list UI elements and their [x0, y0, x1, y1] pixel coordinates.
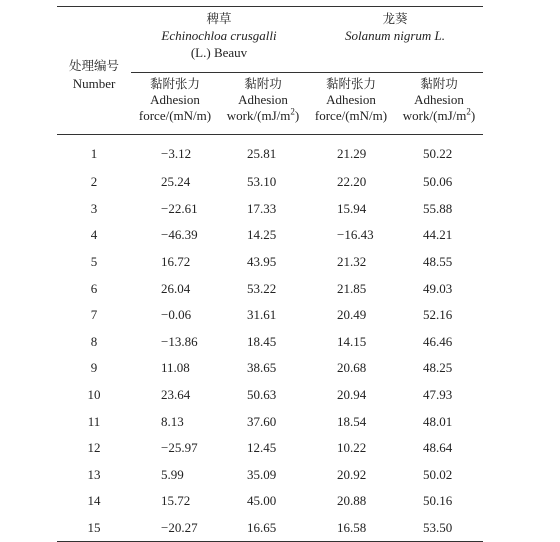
number-header-en: Number [72, 75, 116, 91]
work-header-species1 [219, 73, 307, 135]
solanum-force-cell: 18.54 [337, 413, 367, 429]
species1-author: (L.) Beauv [190, 45, 248, 60]
echinochloa-force-cell: 25.24 [161, 174, 191, 190]
echinochloa-force-cell: −20.27 [161, 520, 198, 536]
solanum-force-cell: 21.32 [337, 254, 367, 270]
echinochloa-work-cell: 38.65 [247, 360, 277, 376]
echinochloa-work-cell: 45.00 [247, 493, 277, 509]
work-header-zh: 黏附功 [244, 76, 282, 91]
force-header-zh: 黏附张力 [325, 76, 376, 91]
table-row [57, 488, 483, 515]
row-number-cell: 2 [90, 174, 98, 190]
echinochloa-force-cell: −46.39 [161, 227, 198, 243]
table-row [57, 249, 483, 276]
solanum-force-cell: 15.94 [337, 200, 367, 216]
species-header-echinochloa [131, 7, 307, 73]
echinochloa-force-cell: 8.13 [161, 413, 184, 429]
solanum-force-cell: 20.49 [337, 307, 367, 323]
table-row [57, 462, 483, 489]
force-header-zh: 黏附张力 [149, 76, 200, 91]
echinochloa-force-cell: 23.64 [161, 387, 191, 403]
solanum-force-cell: −16.43 [337, 227, 374, 243]
echinochloa-force-cell: 5.99 [161, 466, 184, 482]
solanum-work-cell: 53.50 [423, 520, 453, 536]
echinochloa-work-cell: 16.65 [247, 520, 277, 536]
solanum-work-cell: 48.64 [423, 440, 453, 456]
solanum-work-cell: 48.55 [423, 254, 453, 270]
echinochloa-force-cell: 15.72 [161, 493, 191, 509]
table-row [57, 135, 483, 170]
table-row [57, 222, 483, 249]
work-header-en1: Adhesion [238, 92, 288, 107]
echinochloa-force-cell: −13.86 [161, 333, 198, 349]
force-header-en1: Adhesion [326, 92, 376, 107]
table-row [57, 382, 483, 409]
echinochloa-work-cell: 37.60 [247, 413, 277, 429]
solanum-work-cell: 52.16 [423, 307, 453, 323]
echinochloa-work-cell: 14.25 [247, 227, 277, 243]
echinochloa-work-cell: 31.61 [247, 307, 277, 323]
table-row [57, 408, 483, 435]
table-row [57, 329, 483, 356]
row-number-cell: 13 [87, 466, 101, 482]
solanum-work-cell: 49.03 [423, 280, 453, 296]
row-number-cell: 3 [90, 200, 98, 216]
solanum-work-cell: 50.06 [423, 174, 453, 190]
solanum-force-cell: 21.29 [337, 146, 367, 161]
row-number-cell: 5 [90, 254, 98, 270]
work-header-en1: Adhesion [414, 92, 464, 107]
solanum-work-cell: 48.01 [423, 413, 453, 429]
solanum-work-cell: 44.21 [423, 227, 453, 243]
row-number-cell: 10 [87, 387, 101, 403]
echinochloa-force-cell: 26.04 [161, 280, 191, 296]
solanum-work-cell: 50.02 [423, 466, 453, 482]
solanum-work-cell: 48.25 [423, 360, 453, 376]
echinochloa-work-cell: 12.45 [247, 440, 277, 456]
table-row [57, 355, 483, 382]
solanum-work-cell: 46.46 [423, 333, 453, 349]
solanum-work-cell: 55.88 [423, 200, 453, 216]
echinochloa-force-cell: −25.97 [161, 440, 198, 456]
row-number-cell: 4 [90, 227, 98, 243]
echinochloa-work-cell: 35.09 [247, 466, 277, 482]
force-header-en2: force/(mN/m) [314, 108, 388, 123]
row-number-cell: 7 [90, 307, 98, 323]
table-row [57, 515, 483, 542]
adhesion-table [57, 6, 483, 542]
echinochloa-work-cell: 17.33 [247, 200, 277, 216]
row-number-cell: 12 [87, 440, 101, 456]
force-header-en2: force/(mN/m) [138, 108, 212, 123]
solanum-force-cell: 10.22 [337, 440, 367, 456]
solanum-work-cell: 50.16 [423, 493, 453, 509]
solanum-force-cell: 22.20 [337, 174, 367, 190]
force-header-species2 [307, 73, 395, 135]
species1-sci: Echinochloa crusgalli [161, 28, 277, 43]
solanum-force-cell: 20.94 [337, 387, 367, 403]
echinochloa-work-cell: 50.63 [247, 387, 277, 403]
table-row [57, 275, 483, 302]
echinochloa-force-cell: −3.12 [161, 146, 192, 161]
row-number-cell: 6 [90, 280, 98, 296]
echinochloa-work-cell: 43.95 [247, 254, 277, 270]
number-header-zh: 处理编号 [68, 57, 119, 73]
row-number-cell: 11 [87, 413, 101, 429]
solanum-force-cell: 14.15 [337, 333, 367, 349]
number-column-header [57, 7, 131, 135]
echinochloa-work-cell: 53.22 [247, 280, 277, 296]
work-header-species2 [395, 73, 483, 135]
work-header-zh: 黏附功 [420, 76, 458, 91]
row-number-cell: 14 [87, 493, 101, 509]
echinochloa-work-cell: 25.81 [247, 146, 277, 161]
species1-zh: 稗草 [206, 11, 232, 26]
force-header-en1: Adhesion [150, 92, 200, 107]
row-number-cell: 15 [87, 520, 101, 536]
force-header-species1 [131, 73, 219, 135]
echinochloa-work-cell: 18.45 [247, 333, 277, 349]
echinochloa-force-cell: −0.06 [161, 307, 192, 323]
solanum-force-cell: 20.88 [337, 493, 367, 509]
solanum-force-cell: 21.85 [337, 280, 367, 296]
species2-sci: Solanum nigrum L. [344, 28, 446, 43]
solanum-force-cell: 20.68 [337, 360, 367, 376]
solanum-force-cell: 20.92 [337, 466, 367, 482]
table-row [57, 196, 483, 223]
echinochloa-force-cell: 16.72 [161, 254, 191, 270]
solanum-force-cell: 16.58 [337, 520, 367, 536]
table-row [57, 169, 483, 196]
echinochloa-work-cell: 53.10 [247, 174, 277, 190]
species2-zh: 龙葵 [382, 11, 408, 26]
species-header-solanum [307, 7, 483, 73]
table-row [57, 302, 483, 329]
row-number-cell: 9 [90, 360, 98, 376]
work-header-en2: work/$(mJ/m^2)$ [226, 106, 300, 123]
solanum-work-cell: 47.93 [423, 387, 453, 403]
echinochloa-force-cell: 11.08 [161, 360, 190, 376]
echinochloa-force-cell: −22.61 [161, 200, 198, 216]
table-row [57, 435, 483, 462]
work-header-en2: work/$(mJ/m^2)$ [402, 106, 476, 123]
solanum-work-cell: 50.22 [423, 146, 453, 161]
row-number-cell: 8 [90, 333, 98, 349]
row-number-cell: 1 [90, 146, 98, 161]
